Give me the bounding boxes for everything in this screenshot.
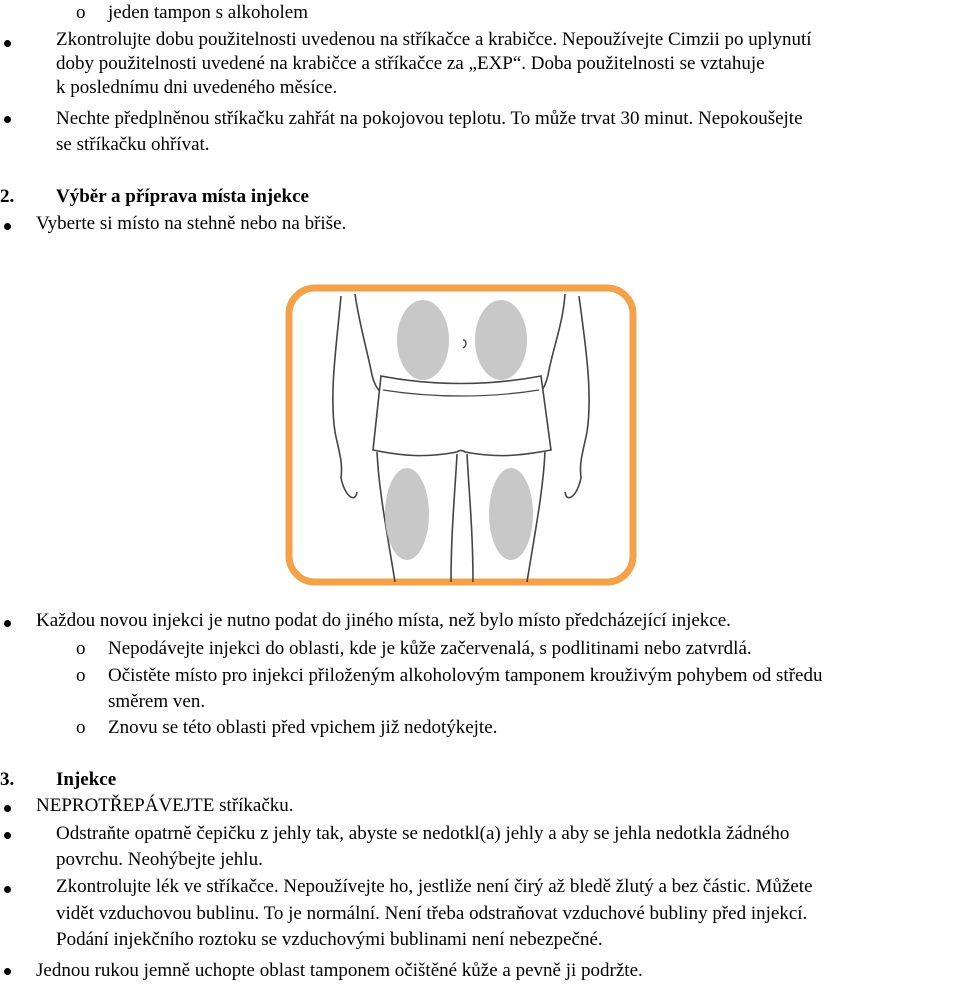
sub-marker: o bbox=[76, 638, 86, 659]
bullet-dot bbox=[4, 886, 11, 893]
bullet-dot bbox=[4, 968, 11, 975]
section-3-bullet-1: NEPROTŘEPÁVEJTE stříkačku. bbox=[36, 795, 294, 816]
section-2-bullet-2: Každou novou injekci je nutno podat do jiného místa, než bylo místo předcházející injekce. bbox=[36, 610, 731, 631]
right-leg-inner bbox=[467, 454, 473, 582]
left-leg-inner bbox=[451, 454, 457, 582]
bullet-dot bbox=[4, 620, 11, 627]
bullet-dot bbox=[4, 223, 11, 230]
section-2-sub-2-line-2: směrem ven. bbox=[108, 691, 206, 712]
right-arm-outline bbox=[565, 296, 589, 498]
section-3-bullet-2-line-1: Odstraňte opatrně čepičku z jehly tak, abyste se nedotkl(a) jehly a aby se jehla nedotkla žádného bbox=[56, 823, 790, 844]
prep-bullet-1-line-1: Zkontrolujte dobu použitelnosti uvedenou na stříkačce a krabičce. Nepoužívejte Cimzii po uplynutí bbox=[56, 29, 812, 50]
section-2-sub-3: Znovu se této oblasti před vpichem již nedotýkejte. bbox=[108, 717, 498, 738]
section-3-bullet-3-line-3: Podání injekčního roztoku se vzduchovými bublinami není nebezpečné. bbox=[56, 929, 603, 950]
section-2-bullet-1: Vyberte si místo na stehně nebo na břiše. bbox=[36, 213, 347, 234]
section-3-bullet-3-line-1: Zkontrolujte lék ve stříkačce. Nepoužívejte ho, jestliže není čirý až bledě žlutý a bez částic. Můžete bbox=[56, 876, 813, 897]
left-arm-outline bbox=[333, 296, 357, 498]
prep-bullet-1-line-2: doby použitelnosti uvedené na krabičce a stříkačce za „EXP“. Doba použitelnosti se vztahuje bbox=[56, 53, 765, 74]
section-3-number: 3. bbox=[0, 769, 15, 790]
abdomen-site-right bbox=[475, 300, 527, 380]
shorts-outline bbox=[373, 376, 551, 456]
sub-marker: o bbox=[76, 717, 86, 738]
torso-right-outline bbox=[539, 294, 565, 394]
sub-marker: o bbox=[76, 665, 86, 686]
prep-bullet-1-line-3: k poslednímu dni uvedeného měsíce. bbox=[56, 77, 338, 98]
bullet-dot bbox=[4, 832, 11, 839]
abdomen-site-left bbox=[397, 300, 449, 380]
section-2-sub-2-line-1: Očistěte místo pro injekci přiloženým alkoholovým tamponem krouživým pohybem od středu bbox=[108, 665, 823, 686]
section-3-bullet-3-line-2: vidět vzduchovou bublinu. To je normální. Není třeba odstraňovat vzduchové bubliny před injekcí. bbox=[56, 903, 808, 924]
sub-marker: o bbox=[76, 2, 86, 23]
bullet-dot bbox=[4, 116, 11, 123]
section-2-title: Výběr a příprava místa injekce bbox=[56, 186, 309, 207]
prep-bullet-2-line-2: se stříkačku ohřívat. bbox=[56, 134, 210, 155]
section-2-number: 2. bbox=[0, 186, 15, 207]
bullet-dot bbox=[4, 805, 11, 812]
thigh-site-right bbox=[489, 468, 533, 560]
bullet-dot bbox=[4, 40, 11, 47]
section-3-bullet-4: Jednou rukou jemně uchopte oblast tamponem očištěné kůže a pevně ji podržte. bbox=[36, 960, 643, 981]
injection-sites-figure bbox=[283, 282, 639, 588]
torso-left-outline bbox=[355, 294, 383, 394]
prep-bullet-2-line-1: Nechte předplněnou stříkačku zahřát na pokojovou teplotu. To může trvat 30 minut. Nepokoušejte bbox=[56, 108, 803, 129]
section-2-sub-1: Nepodávejte injekci do oblasti, kde je kůže začervenalá, s podlitinami nebo zatvrdlá. bbox=[108, 638, 752, 659]
section-3-bullet-2-line-2: povrchu. Neohýbejte jehlu. bbox=[56, 849, 263, 870]
navel-mark bbox=[463, 340, 466, 348]
thigh-site-left bbox=[385, 468, 429, 560]
supply-item-alcohol-swab: jeden tampon s alkoholem bbox=[108, 2, 308, 23]
section-3-title: Injekce bbox=[56, 769, 117, 790]
